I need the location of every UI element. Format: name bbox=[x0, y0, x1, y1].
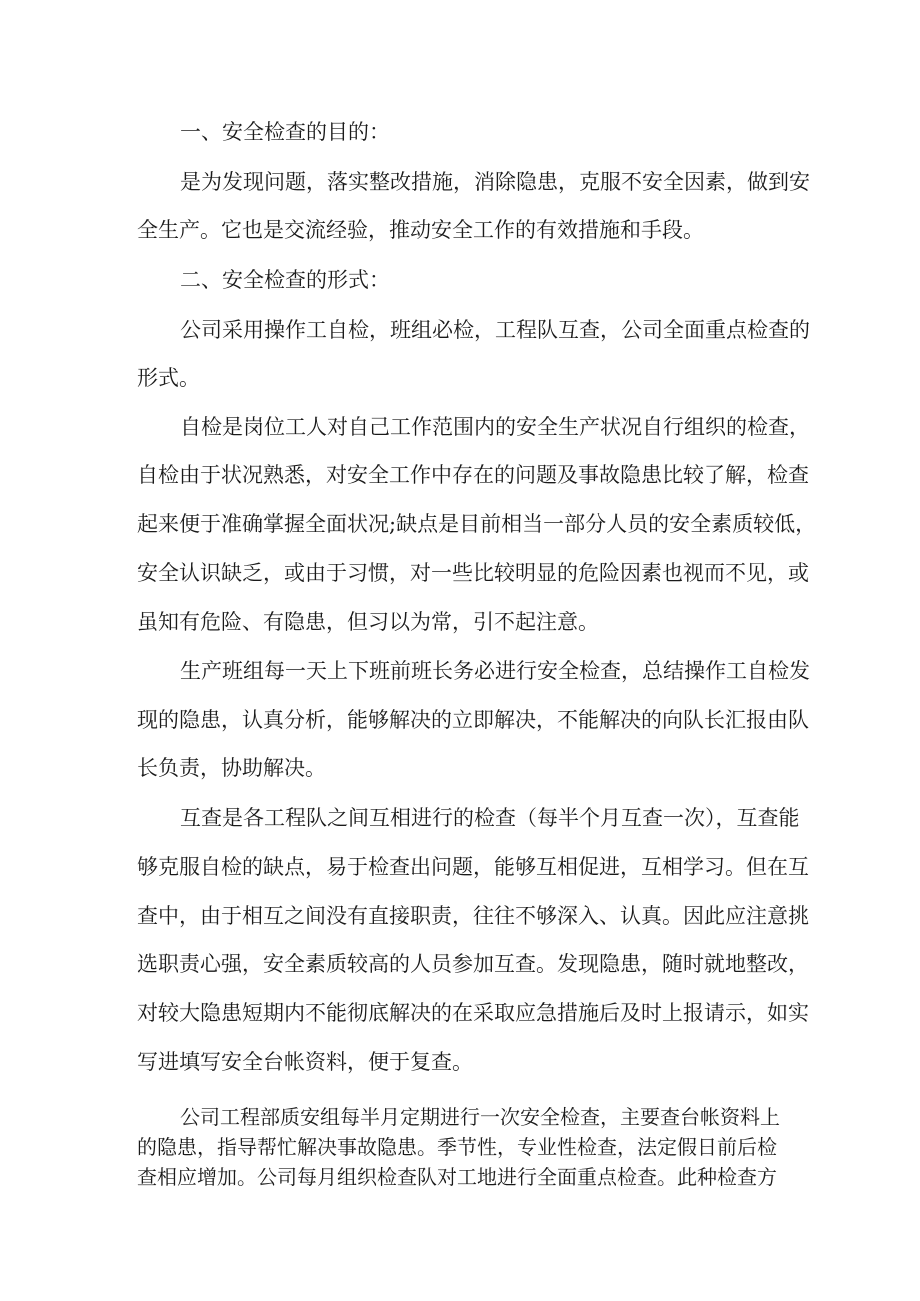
paragraph-line: 自检是岗位工人对自己工作范围内的安全生产状况自行组织的检查， bbox=[180, 415, 810, 439]
paragraph-line: 是为发现问题，落实整改措施，消除隐患，克服不安全因素，做到安 bbox=[180, 170, 810, 194]
paragraph-line: 对较大隐患短期内不能彻底解决的在采取应急措施后及时上报请示，如实 bbox=[137, 1001, 809, 1025]
paragraph-line: 查中，由于相互之间没有直接职责，往往不够深入、认真。因此应注意挑 bbox=[137, 904, 809, 928]
paragraph-line: 现的隐患，认真分析，能够解决的立即解决，不能解决的向队长汇报由队 bbox=[137, 708, 809, 732]
paragraph-line: 选职责心强，安全素质较高的人员参加互查。发现隐患，随时就地整改， bbox=[137, 952, 809, 976]
paragraph-line: 虽知有危险、有隐患，但习以为常，引不起注意。 bbox=[137, 610, 599, 634]
paragraph-line: 查相应增加。公司每月组织检查队对工地进行全面重点检查。此种检查方 bbox=[137, 1165, 777, 1189]
paragraph-line: 互查是各工程队之间互相进行的检查（每半个月互查一次），互查能 bbox=[180, 806, 800, 830]
paragraph-line: 公司采用操作工自检，班组必检，工程队互查，公司全面重点检查的 bbox=[180, 318, 810, 342]
paragraph-line: 的隐患，指导帮忙解决事故隐患。季节性，专业性检查，法定假日前后检 bbox=[137, 1135, 777, 1159]
paragraph-line: 生产班组每一天上下班前班长务必进行安全检查，总结操作工自检发 bbox=[180, 659, 810, 683]
section-heading-form: 二、安全检查的形式： bbox=[180, 268, 390, 292]
paragraph-line: 形式。 bbox=[137, 366, 200, 390]
paragraph-line: 起来便于准确掌握全面状况;缺点是目前相当一部分人员的安全素质较低， bbox=[137, 512, 817, 536]
paragraph-line: 自检由于状况熟悉，对安全工作中存在的问题及事故隐患比较了解，检查 bbox=[137, 463, 809, 487]
section-heading-purpose: 一、安全检查的目的： bbox=[180, 120, 390, 144]
paragraph-line: 公司工程部质安组每半月定期进行一次安全检查，主要查台帐资料上 bbox=[180, 1105, 780, 1129]
paragraph-line: 安全认识缺乏，或由于习惯，对一些比较明显的危险因素也视而不见，或 bbox=[137, 561, 809, 585]
paragraph-line: 够克服自检的缺点，易于检查出问题，能够互相促进，互相学习。但在互 bbox=[137, 855, 809, 879]
paragraph-line: 写进填写安全台帐资料，便于复查。 bbox=[137, 1050, 473, 1074]
paragraph-line: 全生产。它也是交流经验，推动安全工作的有效措施和手段。 bbox=[137, 218, 704, 242]
paragraph-line: 长负责，协助解决。 bbox=[137, 756, 326, 780]
